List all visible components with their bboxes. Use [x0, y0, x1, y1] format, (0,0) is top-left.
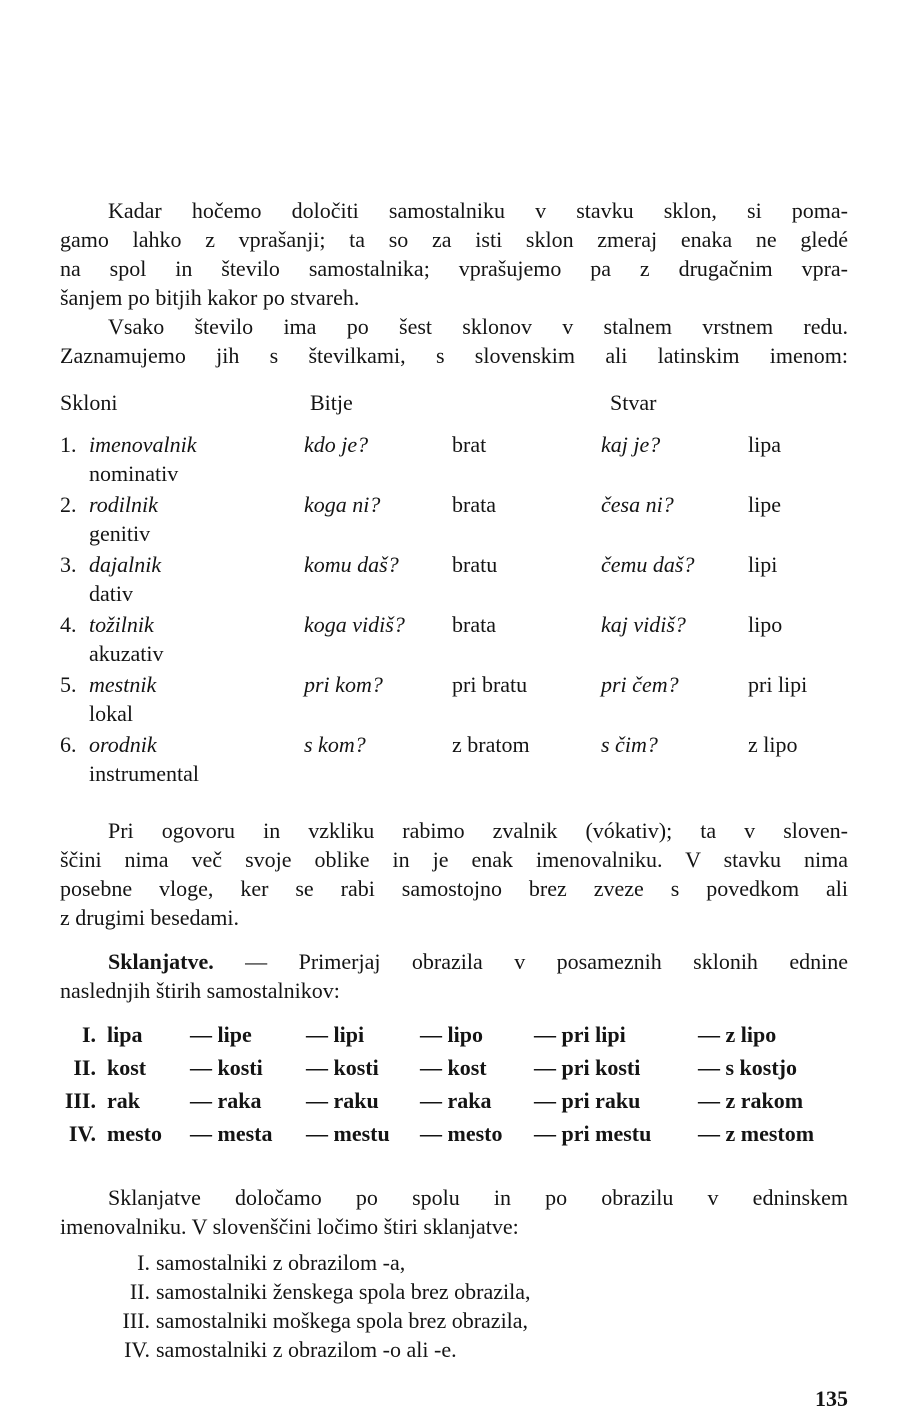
case-latin: nominativ [89, 461, 179, 486]
declension-row [60, 1088, 850, 1121]
header-cases: Skloni [60, 390, 118, 415]
question-being: koga vidiš? [304, 612, 405, 637]
case-name: dajalnik [89, 552, 162, 577]
list-item-text: samostalniki z obrazilom -a, [156, 1250, 406, 1275]
form-thing: lipi [748, 552, 778, 577]
declension-form: — lipi [306, 1022, 365, 1047]
header-things: Stvar [610, 390, 657, 415]
case-name: imenovalnik [89, 432, 197, 457]
question-thing: pri čem? [601, 672, 679, 697]
vocative-line: z drugimi besedami. [60, 905, 240, 930]
declension-number: II. [73, 1055, 96, 1080]
declension-form: — kost [420, 1055, 487, 1080]
declension-form: — z lipo [698, 1022, 777, 1047]
declension-row [60, 1055, 850, 1088]
case-number: 1. [60, 432, 77, 457]
form-thing: z lipo [748, 732, 798, 757]
case-row [60, 610, 850, 670]
declensions-heading: Sklanjatve. [108, 949, 214, 974]
intro-line: gamo lahko z vprašanji; ta so za isti sklon zmeraj enaka ne gledé [60, 227, 848, 252]
question-being: kdo je? [304, 432, 369, 457]
question-being: komu daš? [304, 552, 399, 577]
conclusion-line: Sklanjatve določamo po spolu in po obrazilu v edninskem [108, 1185, 848, 1210]
list-item-text: samostalniki z obrazilom -o ali -e. [156, 1337, 457, 1362]
declension-form: — z mestom [698, 1121, 815, 1146]
vocative-line: Pri ogovoru in vzkliku rabimo zvalnik (vókativ); ta v sloven- [108, 818, 848, 843]
form-being: pri bratu [452, 672, 528, 697]
declension-form: — pri raku [534, 1088, 641, 1113]
form-thing: lipe [748, 492, 781, 517]
question-thing: kaj vidiš? [601, 612, 686, 637]
form-thing: lipo [748, 612, 783, 637]
question-thing: kaj je? [601, 432, 661, 457]
form-thing: lipa [748, 432, 781, 457]
declension-form: — mesto [420, 1121, 503, 1146]
case-row [60, 430, 850, 490]
form-thing: pri lipi [748, 672, 808, 697]
case-latin: dativ [89, 581, 133, 606]
form-being: brata [452, 612, 496, 637]
declension-form: — pri mestu [534, 1121, 652, 1146]
declension-form: — kosti [306, 1055, 379, 1080]
case-number: 2. [60, 492, 77, 517]
case-row [60, 670, 850, 730]
intro-line: šanjem po bitjih kakor po stvareh. [60, 285, 360, 310]
declension-form: — z rakom [698, 1088, 804, 1113]
declension-form: — pri lipi [534, 1022, 626, 1047]
case-latin: lokal [89, 701, 133, 726]
intro-line: Vsako število ima po šest sklonov v stalnem vrstnem redu. [108, 314, 848, 339]
question-being: koga ni? [304, 492, 381, 517]
case-row [60, 490, 850, 550]
declension-form: — mestu [306, 1121, 390, 1146]
list-item-number: I. [137, 1250, 150, 1275]
declension-form: — s kostjo [698, 1055, 798, 1080]
case-latin: genitiv [89, 521, 151, 546]
declensions-line-rest: — Primerjaj obrazila v posameznih sklonih ednine [213, 949, 848, 974]
case-latin: akuzativ [89, 641, 164, 666]
case-name: rodilnik [89, 492, 158, 517]
conclusion-paragraph [60, 1183, 848, 1241]
case-row [60, 730, 850, 790]
declensions-line: naslednjih štirih samostalnikov: [60, 978, 340, 1003]
declension-number: III. [64, 1088, 96, 1113]
intro-line: na spol in število samostalnika; vprašujemo pa z drugačnim vpra- [60, 256, 848, 281]
vocative-line: ščini nima več svoje oblike in je enak imenovalniku. V stavku nima [60, 847, 848, 872]
vocative-line: posebne vloge, ker se rabi samostojno brez zveze s povedkom ali [60, 876, 848, 901]
list-item-text: samostalniki moškega spola brez obrazila, [156, 1308, 529, 1333]
declension-form: rak [107, 1088, 140, 1113]
case-number: 5. [60, 672, 77, 697]
form-being: z bratom [452, 732, 530, 757]
question-being: s kom? [304, 732, 366, 757]
declension-row [60, 1022, 850, 1055]
question-being: pri kom? [304, 672, 383, 697]
declensions-line [60, 947, 848, 976]
declension-form: — pri kosti [534, 1055, 641, 1080]
declensions-paragraph [60, 947, 848, 1005]
declension-form: kost [107, 1055, 147, 1080]
list-item-number: II. [129, 1279, 150, 1304]
case-name: mestnik [89, 672, 157, 697]
declension-row [60, 1121, 850, 1154]
case-name: orodnik [89, 732, 157, 757]
list-item-number: IV. [124, 1337, 150, 1362]
intro-paragraph [60, 196, 848, 370]
question-thing: česa ni? [601, 492, 674, 517]
declension-number: I. [81, 1022, 96, 1047]
list-item-number: III. [122, 1308, 150, 1333]
vocative-paragraph [60, 816, 848, 932]
declension-form: — lipe [190, 1022, 252, 1047]
case-row [60, 550, 850, 610]
form-being: brat [452, 432, 487, 457]
header-beings: Bitje [310, 390, 353, 415]
declension-form: — mesta [190, 1121, 273, 1146]
case-number: 3. [60, 552, 77, 577]
form-being: brata [452, 492, 496, 517]
declension-form: — raka [190, 1088, 262, 1113]
intro-line: Kadar hočemo določiti samostalniku v stavku sklon, si poma- [108, 198, 848, 223]
declension-form: — raku [306, 1088, 379, 1113]
page-number: 135 [815, 1386, 848, 1411]
question-thing: čemu daš? [601, 552, 695, 577]
declension-form: lipa [107, 1022, 143, 1047]
question-thing: s čim? [601, 732, 658, 757]
declension-number: IV. [68, 1121, 96, 1146]
declension-form: — raka [420, 1088, 492, 1113]
case-name: tožilnik [89, 612, 154, 637]
list-item-text: samostalniki ženskega spola brez obrazila, [156, 1279, 531, 1304]
declension-form: — kosti [190, 1055, 263, 1080]
declension-form: mesto [107, 1121, 162, 1146]
declension-form: — lipo [420, 1022, 483, 1047]
case-number: 4. [60, 612, 77, 637]
case-number: 6. [60, 732, 77, 757]
conclusion-line: imenovalniku. V slovenščini ločimo štiri sklanjatve: [60, 1214, 519, 1239]
intro-line: Zaznamujemo jih s številkami, s slovenskim ali latinskim imenom: [60, 343, 848, 368]
form-being: bratu [452, 552, 498, 577]
case-latin: instrumental [89, 761, 199, 786]
